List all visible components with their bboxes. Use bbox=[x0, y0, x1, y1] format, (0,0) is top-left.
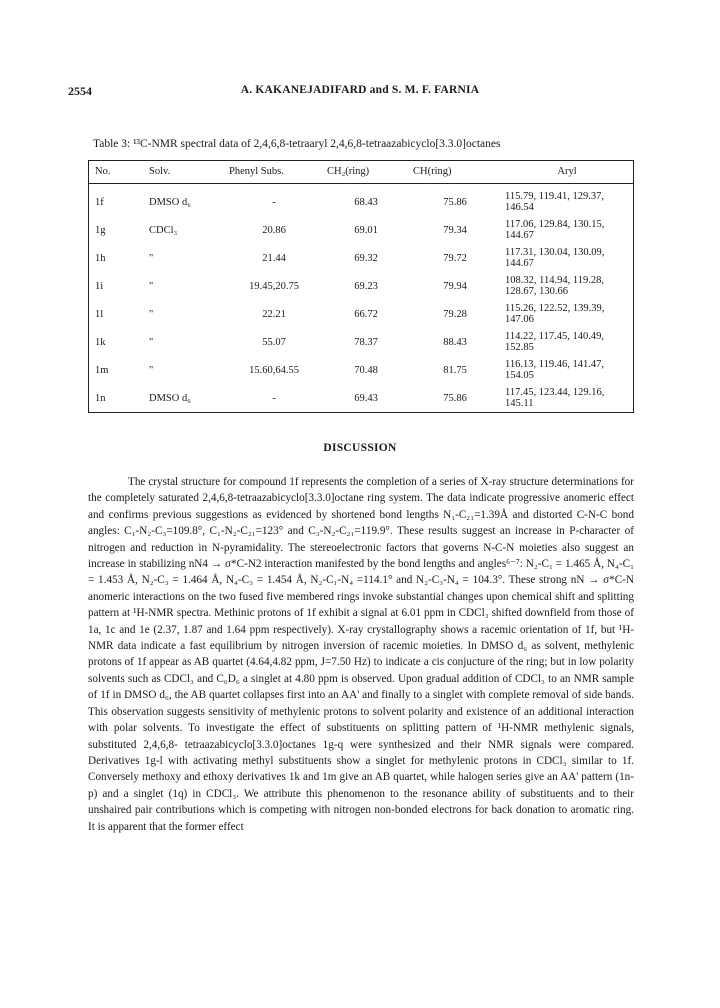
cell-solvent: " bbox=[149, 308, 154, 320]
cell-no: 1g bbox=[89, 216, 146, 244]
cell-aryl: 116.13, 119.46, 141.47, 154.05 bbox=[501, 356, 634, 384]
column-header-solv: Solv. bbox=[145, 161, 225, 184]
cell-aryl: 114.22, 117.45, 140.49, 152.85 bbox=[501, 328, 634, 356]
cell-aryl: 117.06, 129.84, 130.15, 144.67 bbox=[501, 216, 634, 244]
column-header-ch2-ring: CH₂(ring) bbox=[323, 161, 409, 184]
cell-ch-ring: 79.34 bbox=[443, 224, 467, 236]
cell-aryl: 108.32, 114.94, 119.28, 128.67, 130.66 bbox=[501, 272, 634, 300]
cell-aryl: 115.26, 122.52, 139.39, 147.06 bbox=[501, 300, 634, 328]
column-header-phenyl-subs: Phenyl Subs. bbox=[225, 161, 323, 184]
table-row bbox=[89, 216, 634, 244]
cell-phenyl-subs: 21.44 bbox=[262, 252, 286, 264]
cell-ch2-ring: 68.43 bbox=[354, 196, 378, 208]
cell-phenyl-subs: 15.60,64.55 bbox=[249, 364, 299, 376]
cell-solvent: " bbox=[149, 336, 154, 348]
cell-ch2-ring: 69.32 bbox=[354, 252, 378, 264]
discussion-heading: DISCUSSION bbox=[323, 442, 397, 454]
table-row bbox=[89, 356, 634, 384]
cell-ch-ring: 75.86 bbox=[409, 384, 501, 413]
cell-phenyl-subs: 55.07 bbox=[262, 336, 286, 348]
cell-ch-ring: 79.94 bbox=[443, 280, 467, 292]
column-header-ch-ring: CH(ring) bbox=[409, 161, 501, 184]
cell-ch-ring: 79.28 bbox=[443, 308, 467, 320]
cell-ch-ring: 88.43 bbox=[443, 336, 467, 348]
cell-ch2-ring: 69.01 bbox=[354, 224, 378, 236]
cell-ch2-ring: 70.48 bbox=[354, 364, 378, 376]
cell-ch-ring: 75.86 bbox=[443, 196, 467, 208]
cell-ch-ring: 79.72 bbox=[443, 252, 467, 264]
discussion-paragraph: The crystal structure for compound 1f represents the completion of a series of X-ray structure determinations for the completely saturated 2,4,6,8-tetraazabicyclo[3.3.0]octane ring system. The data indicate progressive anomeric effect and confirms previous suggestions as evidenced by shortened bond lengths N₁-C₂₁=1.39Å and distorted C-N-C bond angles: C₁-N₂-C₃=109.8°, C₁-N₂-C₂₁=123° and C₃-N₂-C₂₁=119.9°. These results suggest an increase in P-character of nitrogen and reduction in N-pyramidality. The stereoelectronic factors that governs N-C-N moieties also suggest an increase in stabilizing nN4 → σ*C-N2 interaction manifested by the bond lengths and angles⁶⁻⁷: N₂-C₁ = 1.465 Å, N₄-C₁ = 1.453 Å, N₂-C₃ = 1.464 Å, N₄-C₃ = 1.454 Å, N₂-C₁-N₄ =114.1° and N₂-C₃-N₄ = 104.3°. These strong nN → σ*C-N anomeric interactions on the two fused five membered rings invoke substantial changes upon chemical shift and splitting pattern at ¹H-NMR spectra. Methinic protons of 1f exhibit a signal at 6.01 ppm in CDCl₃ shifted downfield from those of 1a, 1c and 1e (2.37, 1.87 and 1.64 ppm respectively). X-ray crystallography shows a racemic orientation of 1f, but ¹H-NMR data indicate a fast equilibrium by nitrogen inversion of racemic moieties. In DMSO d₆ as solvent, methylenic protons of 1f appear as AB quartet (4.64,4.82 ppm, J=7.50 Hz) to indicate a cis conjucture of the ring; but in low polarity solvents such as CDCl₃ and C₆D₆ a singlet at 4.80 ppm is observed. Upon gradual addition of CDCl₃ to an NMR sample of 1f in DMSO d₆, the AB quartet collapses first into an AA' and finally to a singlet with complete removal of side bands. This observation suggests sensitivity of methylenic protons to solvent polarity and existence of an additional interaction with polar solvents. To investigate the effect of substituents on splitting pattern of ¹H-NMR methylenic signals, substituted 2,4,6,8- tetraazabicyclo[3.3.0]octanes 1g-q were synthesized and their NMR signals were compared. Derivatives 1g-l with activating methyl substituents show a singlet for methylenic protons in CDCl₃ similar to 1f. Conversely methoxy and ethoxy derivatives 1k and 1m give an AB quartet, while halogen series give an AA' pattern (1n-p) and a singlet (1q) in CDCl₃. We attribute this phenomenon to the resonance ability of substituents and to their unshaired pair contributions which is competing with nitrogen non-bonded electrons for back donation to aromatic ring. It is apparent that the former effect bbox=[88, 476, 634, 833]
cell-no: 1i bbox=[89, 272, 146, 300]
page-number: 2554 bbox=[68, 84, 92, 98]
cell-solvent: CDCl₃ bbox=[149, 224, 178, 236]
table-row bbox=[89, 384, 634, 413]
cell-ch2-ring: 69.43 bbox=[323, 384, 409, 413]
cell-no: 1k bbox=[89, 328, 146, 356]
table-row bbox=[89, 184, 634, 217]
cell-ch2-ring: 66.72 bbox=[354, 308, 378, 320]
nmr-data-table bbox=[88, 160, 634, 413]
table-header-row bbox=[89, 161, 634, 184]
cell-aryl: 117.31, 130.04, 130.09, 144.67 bbox=[501, 244, 634, 272]
cell-no: 1f bbox=[89, 184, 146, 217]
column-header-aryl: Aryl bbox=[501, 161, 634, 184]
cell-no: 1h bbox=[89, 244, 146, 272]
cell-phenyl-subs: 22.21 bbox=[262, 308, 286, 320]
cell-ch2-ring: 78.37 bbox=[354, 336, 378, 348]
cell-ch2-ring: 69.23 bbox=[354, 280, 378, 292]
cell-no: 1m bbox=[89, 356, 146, 384]
cell-phenyl-subs: - bbox=[272, 196, 276, 208]
cell-solvent: DMSO d₆ bbox=[145, 384, 225, 413]
column-header-no: No. bbox=[89, 161, 146, 184]
cell-phenyl-subs: 19.45,20.75 bbox=[249, 280, 299, 292]
cell-solvent: " bbox=[149, 364, 154, 376]
cell-no: 1l bbox=[89, 300, 146, 328]
table-row bbox=[89, 328, 634, 356]
cell-ch-ring: 81.75 bbox=[443, 364, 467, 376]
cell-aryl: 115.79, 119.41, 129.37, 146.54 bbox=[501, 184, 634, 217]
table-row bbox=[89, 244, 634, 272]
running-head: A. KAKANEJADIFARD and S. M. F. FARNIA bbox=[240, 84, 480, 96]
cell-no: 1n bbox=[89, 384, 146, 413]
cell-solvent: " bbox=[149, 280, 154, 292]
cell-solvent: " bbox=[149, 252, 154, 264]
cell-solvent: DMSO d₆ bbox=[149, 196, 191, 208]
cell-phenyl-subs: 20.86 bbox=[262, 224, 286, 236]
cell-aryl: 117.45, 123.44, 129.16, 145.11 bbox=[501, 384, 634, 413]
table-caption: Table 3: ¹³C-NMR spectral data of 2,4,6,8-tetraaryl 2,4,6,8-tetraazabicyclo[3.3.0]octanes bbox=[93, 138, 501, 150]
table-row bbox=[89, 300, 634, 328]
table-row bbox=[89, 272, 634, 300]
cell-phenyl-subs: - bbox=[225, 384, 323, 413]
